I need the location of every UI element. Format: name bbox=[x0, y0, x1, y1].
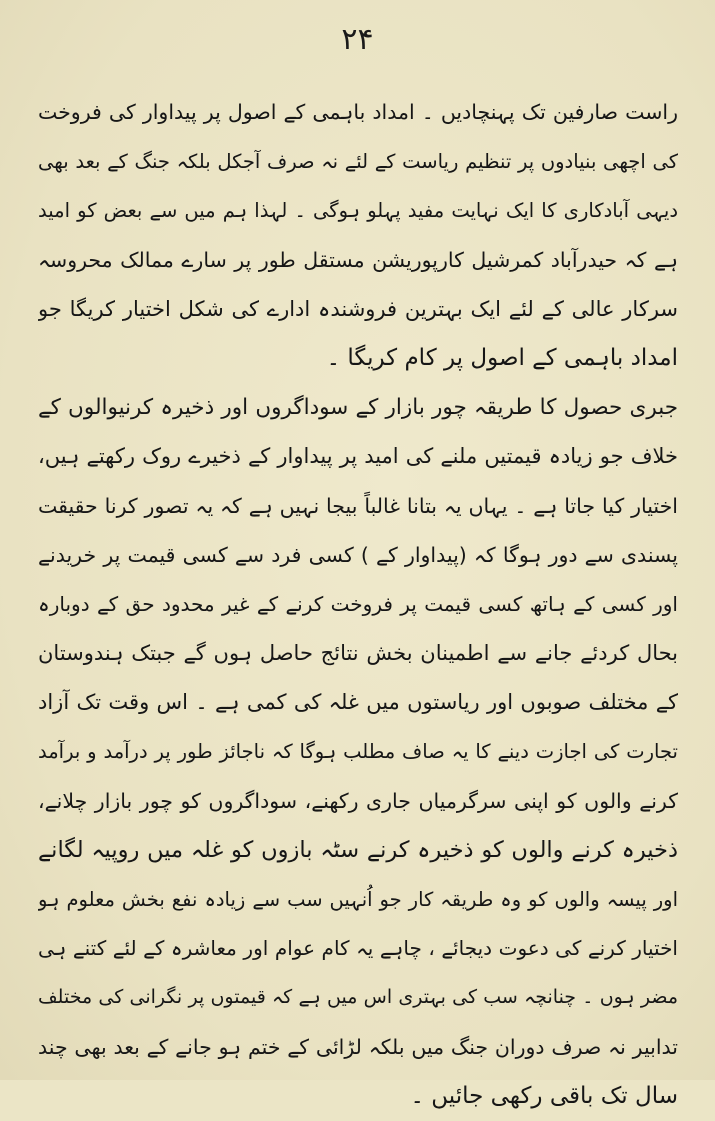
text-line: ذخیرہ کرنے والوں کو ذخیرہ کرنے سٹہ بازوں کو غلہ میں روپیہ لگانے bbox=[38, 836, 678, 863]
paragraph-end-line: امداد باہمی کے اصول پر کام کریگا ۔ bbox=[326, 344, 678, 371]
paragraph-heading-line: جبری حصول کا طریقہ چور بازار کے سوداگروں اور ذخیرہ کرنیوالوں کے bbox=[38, 395, 678, 421]
text-line: خلاف جو زیادہ قیمتیں ملنے کی امید پر پیداوار کے ذخیرے روک رکھتے ہیں، bbox=[38, 444, 678, 469]
text-line: کی اچھی بنیادوں پر تنظیم ریاست کے لئے نہ صرف آجکل بلکہ جنگ کے بعد بھی bbox=[38, 150, 678, 174]
paragraph-end-line: سال تک باقی رکھی جائیں ۔ bbox=[410, 1082, 678, 1109]
text-line: سرکار عالی کے لئے ایک بہترین فروشندہ ادارے کی شکل اختیار کریگا جو bbox=[38, 296, 678, 321]
text-line: کے مختلف صوبوں اور ریاستوں میں غلہ کی کمی ہے ۔ اس وقت تک آزاد bbox=[38, 690, 678, 715]
text-line: تجارت کی اجازت دینے کا یہ صاف مطلب ہوگا کہ ناجائز طور پر درآمد و برآمد bbox=[38, 740, 678, 764]
text-line: اور پیسہ والوں کو وہ طریقہ کار جو اُنہیں سب سے زیادہ نفع بخش معلوم ہو bbox=[38, 888, 678, 911]
text-line: ہے کہ حیدرآباد کمرشیل کارپوریشن مستقل طور پر سارے ممالک محروسہ bbox=[38, 247, 678, 272]
text-line: اختیار کرنے کی دعوت دیجائے ، چاہے یہ کام عوام اور معاشرہ کے لئے کتنے ہی bbox=[38, 936, 678, 961]
text-line: مضر ہوں ۔ چنانچہ سب کی بہتری اس میں ہے کہ قیمتوں پر نگرانی کی مختلف bbox=[38, 986, 678, 1009]
page-number: ۲۴ bbox=[341, 22, 374, 57]
text-line: پسندی سے دور ہوگا کہ (پیداوار کے ) کسی فرد سے کسی قیمت پر خریدنے bbox=[38, 542, 678, 567]
text-line: دیہی آبادکاری کا ایک نہایت مفید پہلو ہوگی ۔ لہذا ہم میں سے بعض کو امید bbox=[38, 199, 678, 223]
text-line: راست صارفین تک پہنچادیں ۔ امداد باہمی کے اصول پر پیداوار کی فروخت bbox=[38, 100, 678, 124]
text-line: بحال کردئے جانے سے اطمینان بخش نتائج حاصل ہوں گے جبتک ہندوستان bbox=[38, 641, 678, 666]
text-line: اور کسی کے ہاتھ کسی قیمت پر فروخت کرنے کے غیر محدود حق کے دوبارہ bbox=[38, 591, 678, 616]
page-text bbox=[38, 88, 678, 1121]
text-line: کرنے والوں کو اپنی سرگرمیاں جاری رکھنے، سوداگروں کو چور بازار چلانے، bbox=[38, 788, 678, 813]
text-line: تدابیر نہ صرف دوران جنگ میں بلکہ لڑائی کے ختم ہو جانے کے بعد بھی چند bbox=[38, 1034, 678, 1059]
text-line: اختیار کیا جاتا ہے ۔ یہاں یہ بتانا غالباً بیجا نہیں ہے کہ یہ تصور کرنا حقیقت bbox=[38, 493, 678, 518]
